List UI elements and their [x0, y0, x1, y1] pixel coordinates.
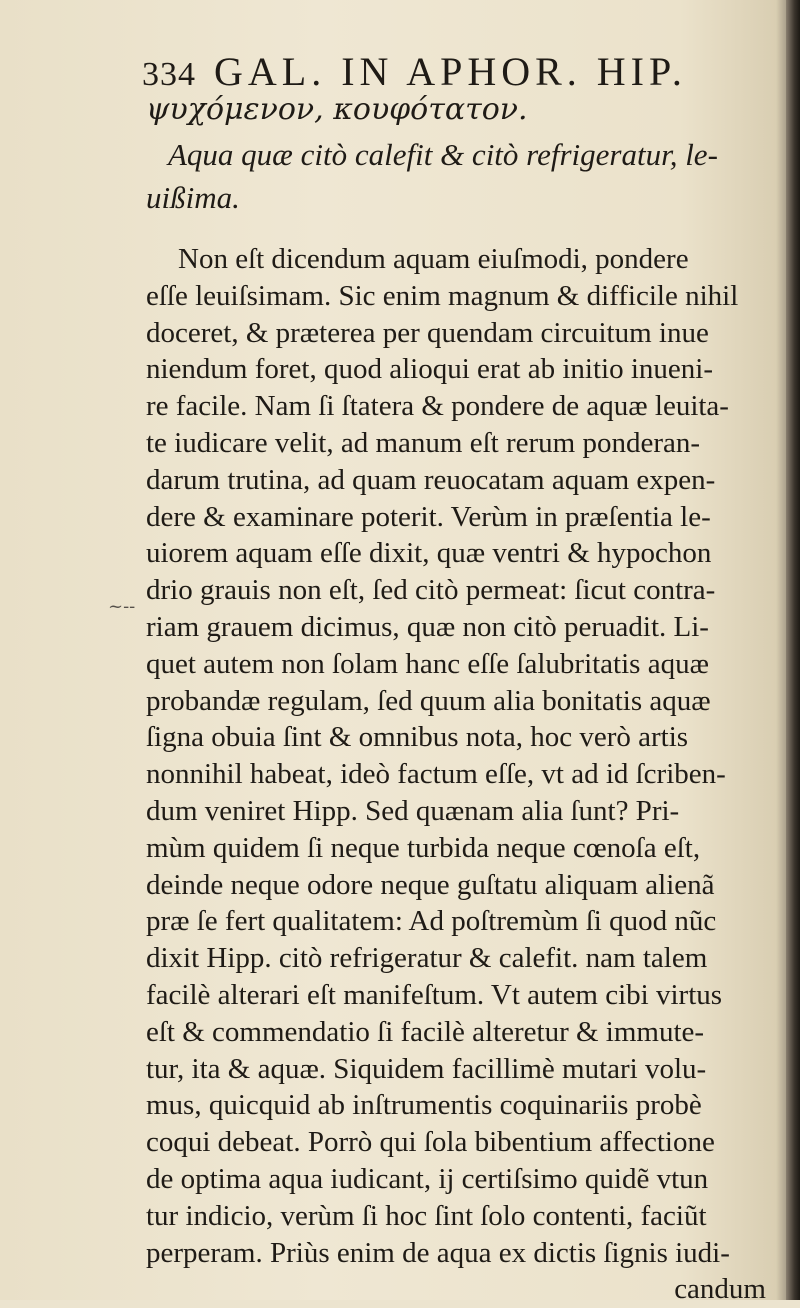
text-line: re facile. Nam ſi ſtatera & pondere de aquæ leuita- [146, 390, 729, 423]
text-line: nonnihil habeat, ideò factum eſſe, vt ad id ſcriben- [146, 758, 726, 791]
greek-aphorism-line: ψυχόμενον, κουφότατον. [146, 92, 528, 127]
text-line: Non eſt dicendum aquam eiuſmodi, pondere [178, 243, 689, 275]
catchword: candum [674, 1273, 766, 1306]
text-line: quet autem non ſolam hanc eſſe ſalubritatis aquæ [146, 647, 709, 680]
text-line: probandæ regulam, ſed quum alia bonitatis aquæ [146, 684, 711, 717]
running-title: GAL. IN APHOR. HIP. [214, 49, 687, 94]
aphorism-lemma [146, 133, 766, 219]
text-line: eſſe leuiſsimam. Sic enim magnum & difficile nihil [146, 279, 739, 312]
text-line: uiorem aquam eſſe dixit, quæ ventri & hypochon [146, 537, 712, 570]
text-line: drio grauis non eſt, ſed citò permeat: ſicut contra- [146, 574, 716, 607]
lemma-line-2: uißima. [146, 180, 240, 215]
text-line: tur indicio, verùm ſi hoc ſint ſolo contenti, faciũt [146, 1199, 707, 1232]
text-line: facilè alterari eſt manifeſtum. Vt autem cibi virtus [146, 978, 723, 1011]
text-line: niendum foret, quod alioqui erat ab initio inueni- [146, 353, 713, 386]
running-header [142, 48, 742, 98]
text-line: eſt & commendatio ſi facilè alteretur & immute- [146, 1015, 705, 1048]
margin-mark: ~-- [108, 596, 136, 617]
text-line: tur, ita & aquæ. Siquidem facillimè mutari volu- [146, 1052, 707, 1085]
page-edge-shadow [786, 0, 800, 1300]
text-line: de optima aqua iudicant, ij certiſsimo quidẽ vtun [146, 1162, 709, 1195]
text-line: darum trutina, ad quam reuocatam aquam expen- [146, 463, 716, 496]
text-line: deinde neque odore neque guſtatu aliquam alienã [146, 868, 715, 901]
text-line: dere & examinare poterit. Verùm in præſentia le- [146, 500, 711, 533]
text-line: dixit Hipp. citò refrigeratur & calefit. nam talem [146, 942, 708, 975]
text-line: perperam. Priùs enim de aqua ex dictis ſignis iudi- [146, 1236, 730, 1269]
text-line: coqui debeat. Porrò qui ſola bibentium affectione [146, 1126, 715, 1159]
commentary-text [146, 241, 766, 1308]
text-line: riam grauem dicimus, quæ non citò peruadit. Li- [146, 610, 709, 643]
text-line: mus, quicquid ab inſtrumentis coquinariis probè [146, 1089, 702, 1122]
text-line: mùm quidem ſi neque turbida neque cœnoſa eſt, [146, 831, 701, 864]
text-line: te iudicare velit, ad manum eſt rerum ponderan- [146, 426, 701, 459]
page-number: 334 [142, 56, 196, 93]
text-line: ſigna obuia ſint & omnibus nota, hoc verò artis [146, 721, 689, 754]
text-line: doceret, & præterea per quendam circuitum inue [146, 316, 709, 349]
text-line: dum veniret Hipp. Sed quænam alia ſunt? Pri- [146, 794, 680, 827]
lemma-line-1: Aqua quæ citò calefit & citò refrigeratur, le- [168, 137, 718, 172]
text-line: præ ſe fert qualitatem: Ad poſtremùm ſi quod nũc [146, 905, 717, 938]
